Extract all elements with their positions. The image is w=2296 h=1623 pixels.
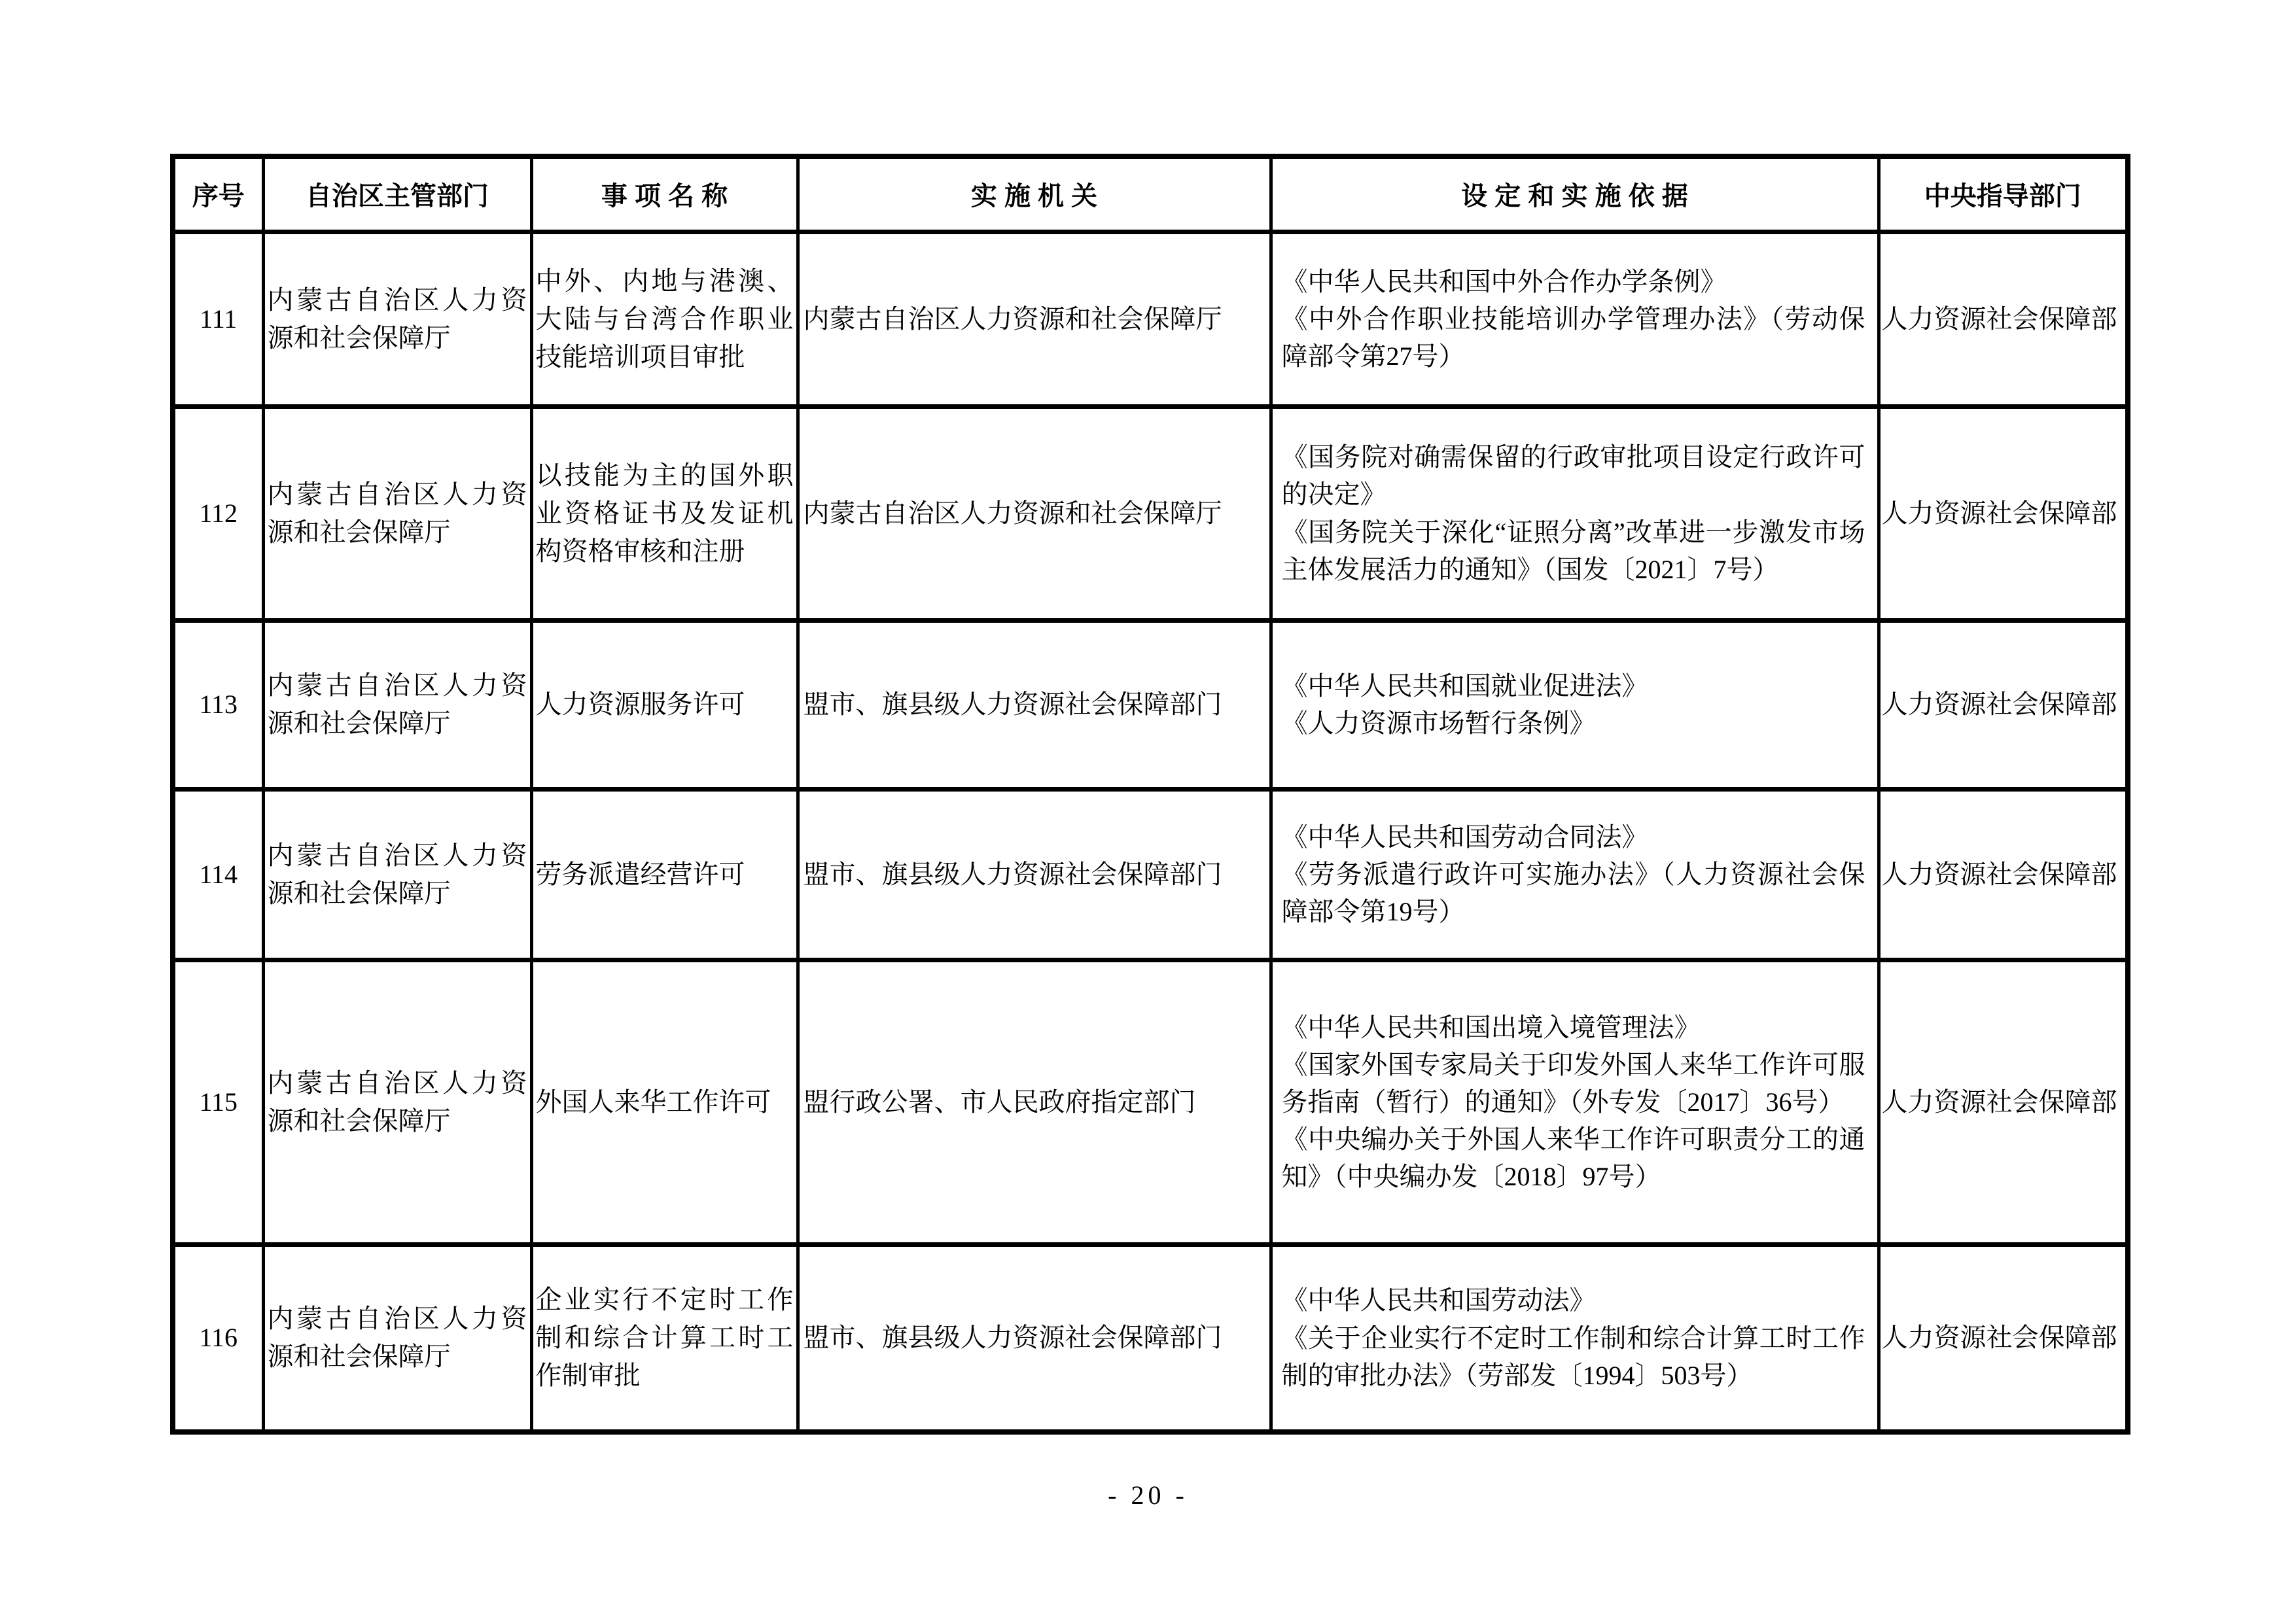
cell-legal-basis [1271, 620, 1879, 789]
cell-central-department: 人力资源社会保障部 [1879, 232, 2128, 406]
cell-implementing-agency: 盟市、旗县级人力资源社会保障部门 [798, 789, 1271, 960]
cell-region-department: 内蒙古自治区人力资源和社会保障厅 [263, 620, 531, 789]
cell-region-department: 内蒙古自治区人力资源和社会保障厅 [263, 789, 531, 960]
header-row [173, 156, 2128, 232]
table-body [173, 232, 2128, 1432]
cell-item-name: 以技能为主的国外职业资格证书及发证机构资格审核和注册 [531, 406, 798, 620]
table-row [173, 232, 2128, 406]
legal-basis-line: 《国务院对确需保留的行政审批项目设定行政许可的决定》 [1281, 442, 1865, 510]
legal-basis-line: 《中华人民共和国中外合作办学条例》 [1281, 266, 1727, 296]
cell-legal-basis [1271, 406, 1879, 620]
legal-basis-line: 《中华人民共和国劳动法》 [1281, 1285, 1596, 1316]
cell-item-name: 企业实行不定时工作制和综合计算工时工作制审批 [531, 1244, 798, 1432]
cell-item-name: 劳务派遣经营许可 [531, 789, 798, 960]
cell-implementing-agency: 内蒙古自治区人力资源和社会保障厅 [798, 232, 1271, 406]
column-header-agency: 实 施 机 关 [798, 156, 1271, 232]
cell-serial-number: 116 [173, 1244, 263, 1432]
approval-items-table [170, 154, 2130, 1435]
table-row [173, 960, 2128, 1244]
cell-item-name: 外国人来华工作许可 [531, 960, 798, 1244]
cell-item-name: 人力资源服务许可 [531, 620, 798, 789]
cell-region-department: 内蒙古自治区人力资源和社会保障厅 [263, 1244, 531, 1432]
legal-basis-line: 《中外合作职业技能培训办学管理办法》（劳动保障部令第27号） [1281, 304, 1865, 372]
cell-central-department: 人力资源社会保障部 [1879, 960, 2128, 1244]
cell-implementing-agency: 盟市、旗县级人力资源社会保障部门 [798, 1244, 1271, 1432]
legal-basis-line: 《中央编办关于外国人来华工作许可职责分工的通知》（中央编办发〔2018〕97号） [1281, 1125, 1865, 1192]
legal-basis-line: 《国务院关于深化“证照分离”改革进一步激发市场主体发展活力的通知》（国发〔2021〕7号） [1281, 517, 1865, 584]
cell-legal-basis [1271, 789, 1879, 960]
column-header-central: 中央指导部门 [1879, 156, 2128, 232]
cell-serial-number: 114 [173, 789, 263, 960]
legal-basis-line: 《中华人民共和国出境入境管理法》 [1281, 1012, 1701, 1042]
column-header-item: 事 项 名 称 [531, 156, 798, 232]
cell-serial-number: 112 [173, 406, 263, 620]
legal-basis-line: 《关于企业实行不定时工作制和综合计算工时工作制的审批办法》（劳部发〔1994〕503号） [1281, 1323, 1865, 1390]
cell-item-name: 中外、内地与港澳、大陆与台湾合作职业技能培训项目审批 [531, 232, 798, 406]
cell-serial-number: 113 [173, 620, 263, 789]
table-row [173, 406, 2128, 620]
cell-legal-basis [1271, 1244, 1879, 1432]
cell-legal-basis [1271, 960, 1879, 1244]
cell-implementing-agency: 盟行政公署、市人民政府指定部门 [798, 960, 1271, 1244]
cell-region-department: 内蒙古自治区人力资源和社会保障厅 [263, 960, 531, 1244]
cell-region-department: 内蒙古自治区人力资源和社会保障厅 [263, 232, 531, 406]
cell-implementing-agency: 内蒙古自治区人力资源和社会保障厅 [798, 406, 1271, 620]
cell-central-department: 人力资源社会保障部 [1879, 789, 2128, 960]
cell-legal-basis [1271, 232, 1879, 406]
legal-basis-line: 《人力资源市场暂行条例》 [1281, 708, 1596, 738]
table-row [173, 1244, 2128, 1432]
table-row [173, 620, 2128, 789]
table-header-row [173, 156, 2128, 232]
page-number: - 20 - [1108, 1480, 1188, 1510]
legal-basis-line: 《国家外国专家局关于印发外国人来华工作许可服务指南（暂行）的通知》（外专发〔2017〕36号） [1281, 1049, 1865, 1117]
table-row [173, 789, 2128, 960]
column-header-basis: 设 定 和 实 施 依 据 [1271, 156, 1879, 232]
legal-basis-line: 《中华人民共和国就业促进法》 [1281, 671, 1648, 701]
cell-central-department: 人力资源社会保障部 [1879, 406, 2128, 620]
legal-basis-line: 《劳务派遣行政许可实施办法》（人力资源社会保障部令第19号） [1281, 859, 1865, 927]
column-header-dept: 自治区主管部门 [263, 156, 531, 232]
cell-central-department: 人力资源社会保障部 [1879, 1244, 2128, 1432]
cell-serial-number: 111 [173, 232, 263, 406]
cell-implementing-agency: 盟市、旗县级人力资源社会保障部门 [798, 620, 1271, 789]
cell-central-department: 人力资源社会保障部 [1879, 620, 2128, 789]
cell-region-department: 内蒙古自治区人力资源和社会保障厅 [263, 406, 531, 620]
cell-serial-number: 115 [173, 960, 263, 1244]
column-header-no: 序号 [173, 156, 263, 232]
legal-basis-line: 《中华人民共和国劳动合同法》 [1281, 822, 1648, 852]
